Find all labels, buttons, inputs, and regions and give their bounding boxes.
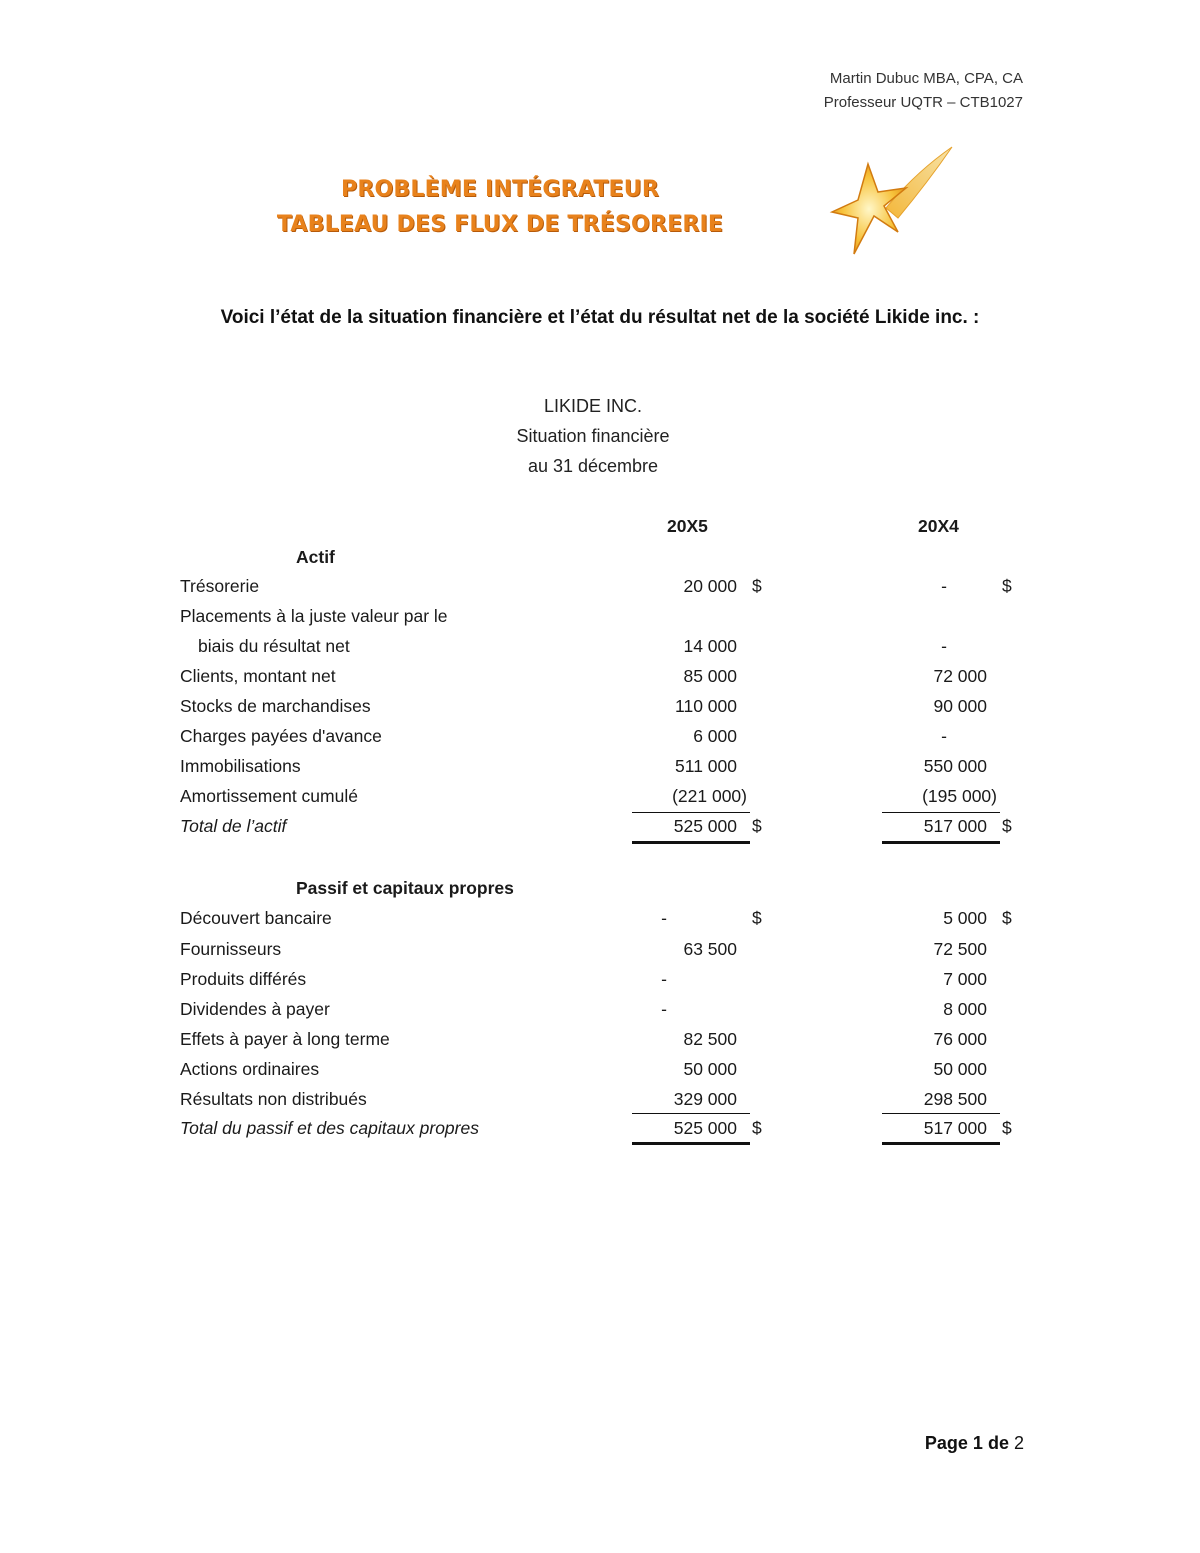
row-label: Amortissement cumulé	[180, 786, 358, 806]
currency-symbol: $	[1002, 576, 1012, 596]
page-current: 1	[972, 1433, 983, 1453]
row-value-20x4: 8 000	[943, 999, 987, 1019]
intro-text: Voici l’état de la situation financière et l’état du résultat net de la société Likide inc. :	[220, 307, 980, 328]
row-label-continued: biais du résultat net	[198, 636, 350, 656]
row-value-20x5: -	[661, 969, 667, 989]
row-label: Résultats non distribués	[180, 1089, 367, 1109]
page-label: Page	[924, 1433, 968, 1453]
row-value-20x5: 6 000	[693, 726, 737, 746]
total-assets-20x4: 517 000	[923, 816, 987, 836]
row-value-20x5: -	[661, 999, 667, 1019]
row-value-20x5: (221 000)	[672, 786, 747, 806]
statement-name: Situation financière	[516, 426, 670, 446]
currency-symbol: $	[752, 1118, 762, 1138]
page-number	[925, 1433, 1024, 1454]
row-value-20x4: 7 000	[943, 969, 987, 989]
row-label: Trésorerie	[180, 576, 260, 596]
page-total: 2	[1013, 1433, 1024, 1453]
row-value-20x4: -	[941, 636, 947, 656]
row-value-20x4: 550 000	[923, 756, 987, 776]
currency-symbol: $	[1002, 908, 1012, 928]
row-value-20x5: 110 000	[675, 696, 737, 716]
currency-symbol: $	[1002, 1118, 1012, 1138]
row-label: Découvert bancaire	[180, 908, 332, 928]
currency-symbol: $	[752, 816, 762, 836]
row-value-20x5: 50 000	[683, 1059, 737, 1079]
title-line-1: PROBLÈME INTÉGRATEUR	[341, 177, 659, 202]
subtotal-rule	[882, 1113, 1000, 1114]
row-label: Immobilisations	[180, 756, 301, 776]
currency-symbol: $	[1002, 816, 1012, 836]
double-underline	[882, 1142, 1000, 1145]
row-value-20x5: 85 000	[683, 666, 737, 686]
shooting-star-icon	[828, 142, 958, 260]
row-value-20x4: (195 000)	[922, 786, 997, 806]
row-label: Placements à la juste valeur par le	[180, 606, 448, 626]
statement-date: au 31 décembre	[527, 456, 659, 476]
currency-symbol: $	[752, 576, 762, 596]
row-label: Effets à payer à long terme	[180, 1029, 390, 1049]
row-value-20x5: 82 500	[683, 1029, 737, 1049]
header-course: Professeur UQTR – CTB1027	[823, 94, 1023, 111]
company-name: LIKIDE INC.	[543, 396, 643, 416]
assets-heading: Actif	[296, 547, 335, 567]
double-underline	[882, 841, 1000, 844]
row-label: Produits différés	[180, 969, 307, 989]
double-underline	[632, 841, 750, 844]
total-assets-20x5: 525 000	[673, 816, 737, 836]
row-label: Clients, montant net	[180, 666, 336, 686]
total-liabilities-20x5: 525 000	[673, 1118, 737, 1138]
row-value-20x5: 511 000	[675, 756, 737, 776]
row-value-20x4: 298 500	[923, 1089, 987, 1109]
page-of-label: de	[987, 1433, 1009, 1453]
row-value-20x5: 63 500	[683, 939, 737, 959]
row-value-20x5: 14 000	[683, 636, 737, 656]
total-liabilities-20x4: 517 000	[923, 1118, 987, 1138]
double-underline	[632, 1142, 750, 1145]
row-value-20x4: 90 000	[933, 696, 987, 716]
total-assets-label: Total de l’actif	[180, 816, 287, 836]
row-label: Actions ordinaires	[180, 1059, 320, 1079]
total-liabilities-label: Total du passif et des capitaux propres	[180, 1118, 479, 1138]
currency-symbol: $	[752, 908, 762, 928]
row-value-20x4: -	[941, 726, 947, 746]
title-line-2: TABLEAU DES FLUX DE TRÉSORERIE	[276, 212, 724, 237]
subtotal-rule	[632, 812, 750, 813]
row-value-20x5: 329 000	[673, 1089, 737, 1109]
row-value-20x4: -	[941, 576, 947, 596]
column-header-20x4: 20X4	[918, 516, 959, 536]
header-author: Martin Dubuc MBA, CPA, CA	[829, 70, 1023, 87]
column-header-20x5: 20X5	[667, 516, 708, 536]
subtotal-rule	[882, 812, 1000, 813]
row-label: Fournisseurs	[180, 939, 282, 959]
row-value-20x5: 20 000	[683, 576, 737, 596]
row-label: Charges payées d'avance	[180, 726, 382, 746]
row-value-20x4: 5 000	[943, 908, 987, 928]
row-value-20x4: 72 000	[933, 666, 987, 686]
row-label: Stocks de marchandises	[180, 696, 371, 716]
row-value-20x5: -	[661, 908, 667, 928]
row-value-20x4: 50 000	[933, 1059, 987, 1079]
subtotal-rule	[632, 1113, 750, 1114]
row-value-20x4: 76 000	[933, 1029, 987, 1049]
liabilities-heading: Passif et capitaux propres	[296, 878, 514, 898]
row-value-20x4: 72 500	[933, 939, 987, 959]
row-label: Dividendes à payer	[180, 999, 330, 1019]
